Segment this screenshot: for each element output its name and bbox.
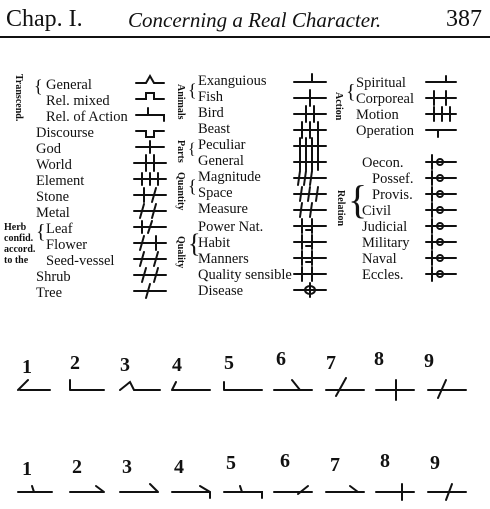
word-quality-sensible: Quality sensible — [198, 267, 292, 283]
numeral-stroke-4b — [172, 486, 210, 498]
word-rel-mixed: Rel. mixed — [46, 93, 110, 109]
word-flower: Flower — [46, 237, 88, 253]
numeral-8b: 8 — [380, 450, 390, 472]
numeral-6: 6 — [276, 348, 286, 370]
glyph-world — [134, 155, 166, 171]
numeral-1: 1 — [22, 356, 32, 378]
glyph-leaf — [134, 221, 166, 233]
group-label-parts: Parts — [175, 140, 186, 163]
glyph-manners — [294, 251, 326, 265]
glyph-flower — [134, 236, 166, 250]
glyph-power-nat — [294, 219, 326, 233]
glyph-rel-mixed — [136, 93, 164, 99]
word-god: God — [36, 141, 61, 157]
word-spiritual: Spiritual — [356, 75, 406, 91]
numeral-stroke-7b — [326, 486, 364, 492]
numeral-stroke-8 — [376, 380, 414, 400]
glyph-naval — [426, 251, 456, 265]
numeral-4b: 4 — [174, 456, 184, 478]
glyph-oecon — [426, 155, 456, 169]
glyph-motion — [426, 107, 456, 121]
glyph-beast — [294, 122, 326, 138]
word-leaf: Leaf — [46, 221, 73, 237]
numeral-7: 7 — [326, 352, 336, 374]
glyph-provis — [426, 187, 456, 201]
word-general: General — [46, 77, 92, 93]
numeral-stroke-6 — [274, 380, 312, 390]
glyph-corporeal — [426, 91, 456, 105]
glyph-discourse — [136, 131, 164, 137]
glyph-exanguious — [294, 74, 326, 82]
page-number: 387 — [446, 6, 482, 32]
word-motion: Motion — [356, 107, 399, 123]
word-power-nat: Power Nat. — [198, 219, 264, 235]
numeral-2b: 2 — [72, 456, 82, 478]
group-label-animals: Animals — [175, 84, 186, 120]
group-label-transcend: Transcend. — [13, 74, 24, 122]
brace: { — [188, 80, 197, 100]
group-label-action: Action — [333, 92, 344, 121]
numeral-4: 4 — [172, 354, 182, 376]
numeral-stroke-2 — [70, 380, 104, 390]
word-bird: Bird — [198, 105, 224, 121]
word-corporeal: Corporeal — [356, 91, 414, 107]
numeral-8: 8 — [374, 348, 384, 370]
word-element: Element — [36, 173, 85, 189]
numeral-5b: 5 — [226, 452, 236, 474]
glyph-seed-vessel — [134, 252, 166, 266]
glyph-operation — [426, 130, 456, 137]
word-eccles: Eccles. — [362, 267, 404, 283]
numeral-9b: 9 — [430, 452, 440, 474]
word-habit: Habit — [198, 235, 231, 251]
word-seed-vessel: Seed-vessel — [46, 253, 115, 269]
word-tree: Tree — [36, 285, 63, 301]
numeral-3b: 3 — [122, 456, 132, 478]
glyph-metal — [134, 204, 166, 218]
word-magnitude: Magnitude — [198, 169, 261, 185]
glyph-possef — [426, 171, 456, 185]
word-shrub: Shrub — [36, 269, 71, 285]
numeral-stroke-9 — [428, 380, 466, 398]
glyph-element — [134, 173, 166, 185]
word-general-parts: General — [198, 153, 244, 169]
glyph-peculiar — [294, 138, 326, 154]
group-label-quantity: Quantity — [175, 172, 186, 211]
brace: { — [36, 221, 46, 243]
word-civil: Civil — [362, 203, 392, 219]
glyph-space — [294, 187, 326, 201]
brace: { — [348, 177, 368, 222]
group-label-relation: Relation — [335, 190, 346, 227]
numeral-stroke-3b — [120, 484, 158, 492]
word-disease: Disease — [198, 283, 244, 299]
glyph-magnitude — [294, 171, 326, 185]
word-judicial: Judicial — [362, 219, 408, 235]
word-possef: Possef. — [372, 171, 414, 187]
word-space: Space — [198, 185, 233, 201]
word-discourse: Discourse — [36, 125, 94, 141]
group-label-quality: Quality — [175, 236, 186, 269]
numeral-stroke-7 — [326, 378, 364, 396]
numeral-stroke-4 — [172, 382, 210, 390]
numeral-stroke-1 — [18, 380, 50, 390]
word-operation: Operation — [356, 123, 414, 139]
word-fish: Fish — [198, 89, 223, 105]
glyph-eccles — [426, 267, 456, 281]
brace: { — [188, 176, 197, 196]
glyph-general — [136, 76, 164, 83]
word-oecon: Oecon. — [362, 155, 404, 171]
glyph-measure — [294, 203, 326, 217]
brace: { — [188, 229, 201, 258]
word-measure: Measure — [198, 201, 248, 217]
glyph-rel-action — [136, 108, 164, 121]
glyph-god — [136, 141, 164, 153]
glyph-quality-sensible — [294, 267, 326, 281]
numeral-7b: 7 — [330, 454, 340, 476]
word-metal: Metal — [36, 205, 70, 221]
word-rel-action: Rel. of Action — [46, 109, 128, 125]
word-beast: Beast — [198, 121, 231, 137]
brace: { — [34, 76, 43, 96]
numeral-glyphs-row2 — [18, 484, 466, 500]
numeral-9: 9 — [424, 350, 434, 372]
word-stone: Stone — [36, 189, 70, 205]
numeral-5: 5 — [224, 352, 234, 374]
numeral-1b: 1 — [22, 458, 32, 480]
word-exanguious: Exanguious — [198, 73, 267, 89]
word-world: World — [36, 157, 72, 173]
numeral-stroke-2b — [70, 486, 104, 492]
glyph-bird — [294, 106, 326, 122]
glyph-judicial — [426, 219, 456, 233]
word-naval: Naval — [362, 251, 397, 267]
numeral-6b: 6 — [280, 450, 290, 472]
brace: { — [188, 141, 196, 158]
numeral-2: 2 — [70, 352, 80, 374]
numeral-stroke-5 — [224, 382, 262, 390]
numeral-stroke-6b — [274, 486, 312, 494]
group-label-herb: Herb confid. accord. to the — [4, 222, 36, 266]
glyph-spiritual — [426, 76, 456, 82]
chapter-label: Chap. I. — [6, 6, 83, 32]
numeral-stroke-1b — [18, 486, 52, 492]
glyph-tree — [134, 284, 166, 298]
word-military: Military — [362, 235, 410, 251]
page-title: Concerning a Real Character. — [128, 8, 382, 32]
numeral-stroke-8b — [376, 484, 414, 500]
word-manners: Manners — [198, 251, 249, 267]
word-peculiar: Peculiar — [198, 137, 246, 153]
numeral-glyphs-row1 — [18, 378, 466, 400]
glyph-habit — [294, 235, 326, 249]
numeral-3: 3 — [120, 354, 130, 376]
glyph-general-parts — [294, 154, 326, 170]
glyph-stone — [134, 188, 166, 202]
glyph-fish — [294, 90, 326, 106]
numeral-stroke-9b — [428, 484, 466, 500]
numeral-stroke-3 — [120, 382, 160, 390]
brace: { — [346, 81, 356, 103]
numeral-stroke-5b — [224, 486, 262, 498]
glyph-disease — [294, 283, 326, 297]
word-provis: Provis. — [372, 187, 413, 203]
glyph-civil — [426, 203, 456, 217]
glyph-military — [426, 235, 456, 249]
glyph-shrub — [134, 268, 166, 282]
